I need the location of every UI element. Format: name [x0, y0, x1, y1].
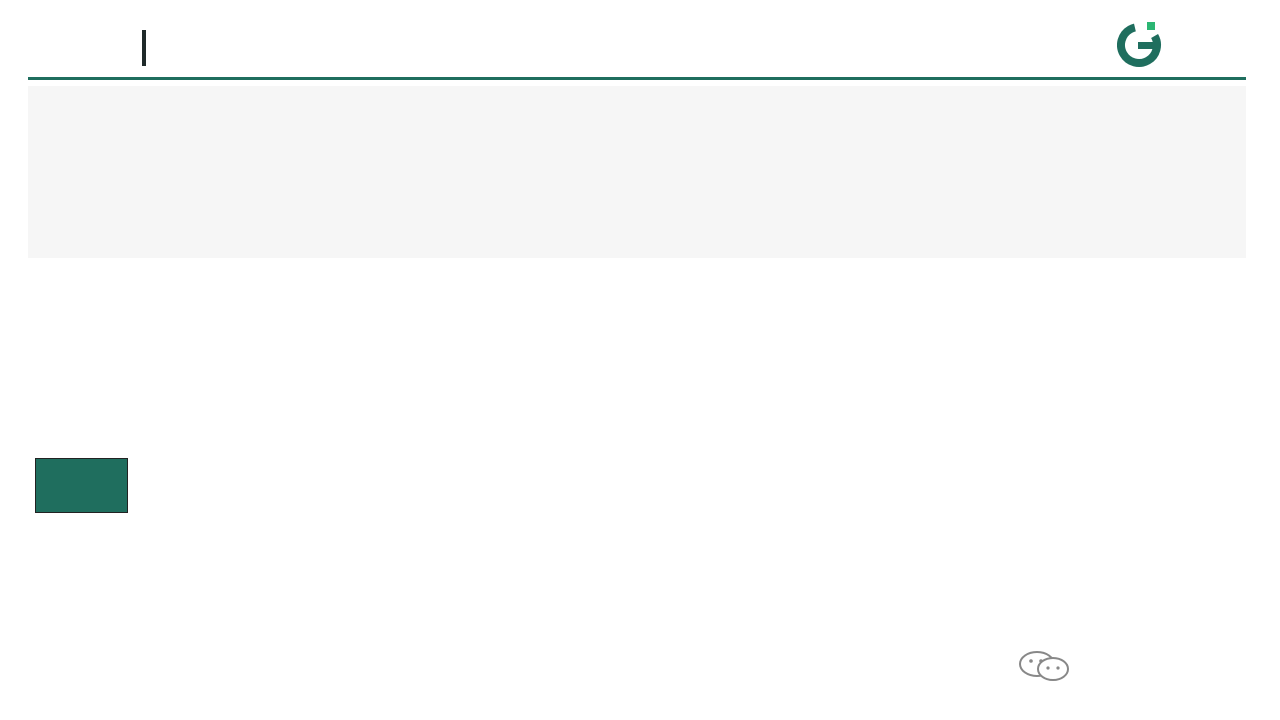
watermark — [1018, 648, 1248, 682]
table3 — [35, 458, 1247, 513]
intro-panel — [28, 86, 1246, 258]
header-rule — [28, 77, 1246, 80]
wechat-icon — [1018, 650, 1072, 682]
glc-logo — [1117, 20, 1252, 70]
table3-header-code — [36, 459, 128, 513]
table3-subheader-row — [36, 459, 1247, 513]
title-divider — [142, 30, 146, 66]
slide-header — [0, 0, 1280, 80]
glc-logo-icon — [1117, 20, 1165, 68]
